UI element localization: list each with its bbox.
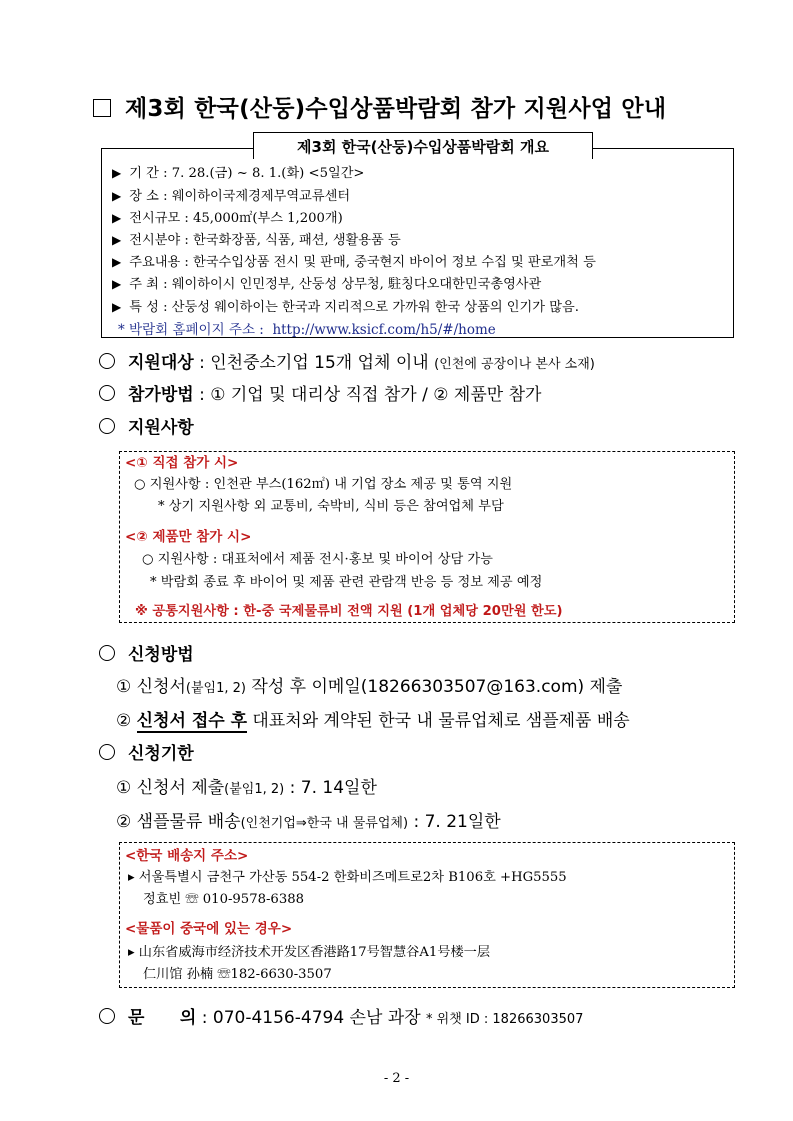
overview-line-field: ▶ 전시분야 : 한국화장품, 식품, 패션, 생활용품 등 bbox=[112, 233, 401, 248]
homepage-link[interactable]: http://www.ksicf.com/h5/#/home bbox=[272, 322, 496, 338]
address-china-title: <물품이 중국에 있는 경우> bbox=[125, 921, 293, 937]
support-direct-line: ○ 지원사항 : 인천관 부스(162㎡) 내 기업 장소 제공 및 통역 지원 bbox=[134, 477, 513, 492]
deadline-1: ① 신청서 제출(붙임1, 2) : 7. 14일한 bbox=[116, 778, 377, 798]
section-target: 지원대상 : 인천중소기업 15개 업체 이내 (인천에 공장이나 본사 소재) bbox=[99, 348, 595, 373]
overview-line-feature: ▶ 특 성 : 산둥성 웨이하이는 한국과 지리적으로 가까워 한국 상품의 인기가 많음. bbox=[112, 300, 579, 315]
triangle-bullet-icon: ▶ bbox=[112, 277, 122, 291]
address-korea-line1: ▸ 서울특별시 금천구 가산동 554-2 한화비즈메트로2차 B106호 +HG5555 bbox=[128, 870, 567, 885]
overview-line-scale: ▶ 전시규모 : 45,000㎡(부스 1,200개) bbox=[112, 211, 343, 226]
checkbox-square-icon bbox=[93, 99, 111, 117]
support-product-title: <② 제품만 참가 시> bbox=[125, 529, 252, 545]
overview-line-period: ▶ 기 간 : 7. 28.(금) ~ 8. 1.(화) <5일간> bbox=[112, 166, 365, 181]
support-common: ※ 공통지원사항 : 한-중 국제물류비 전액 지원 (1개 업체당 20만원 한도) bbox=[135, 604, 563, 619]
section-apply: 신청방법 bbox=[99, 640, 194, 665]
circle-bullet-icon bbox=[99, 418, 115, 434]
triangle-bullet-icon: ▶ bbox=[112, 166, 122, 180]
support-product-note: * 박람회 종료 후 바이어 및 제품 관련 관람객 반응 등 정보 제공 예정 bbox=[150, 575, 543, 590]
apply-step-2: ② 신청서 접수 후 대표처와 계약된 한국 내 물류업체로 샘플제품 배송 bbox=[116, 711, 630, 731]
support-direct-note: * 상기 지원사항 외 교통비, 숙박비, 식비 등은 참여업체 부담 bbox=[158, 499, 504, 514]
overview-line-host: ▶ 주 최 : 웨이하이시 인민정부, 산둥성 상무청, 駐칭다오대한민국총영사관 bbox=[112, 277, 542, 292]
overview-line-content: ▶ 주요내용 : 한국수입상품 전시 및 판매, 중국현지 바이어 정보 수집 및 판로개척 등 bbox=[112, 255, 596, 270]
triangle-bullet-icon: ▶ bbox=[112, 255, 122, 269]
triangle-bullet-icon: ▶ bbox=[112, 189, 122, 203]
overview-line-venue: ▶ 장 소 : 웨이하이국제경제무역교류센터 bbox=[112, 189, 351, 204]
circle-bullet-icon bbox=[99, 385, 115, 401]
section-deadline: 신청기한 bbox=[99, 739, 194, 764]
circle-bullet-icon bbox=[99, 645, 115, 661]
homepage-line: * 박람회 홈페이지 주소 : http://www.ksicf.com/h5/#/home bbox=[118, 322, 496, 338]
address-china-line2: 仁川馆 孙楠 ☏182-6630-3507 bbox=[143, 967, 332, 982]
circle-bullet-icon bbox=[99, 744, 115, 760]
address-korea-line2: 정효빈 ☏ 010-9578-6388 bbox=[143, 892, 304, 907]
triangle-bullet-icon: ▶ bbox=[112, 233, 122, 247]
page-number: - 2 - bbox=[383, 1071, 410, 1086]
section-method: 참가방법 : ① 기업 및 대리상 직접 참가 / ② 제품만 참가 bbox=[99, 380, 541, 405]
support-direct-title: <① 직접 참가 시> bbox=[125, 455, 239, 471]
apply-step-1: ① 신청서(붙임1, 2) 작성 후 이메일(18266303507@163.com) 제출 bbox=[116, 677, 623, 697]
overview-heading: 제3회 한국(산둥)수입상품박람회 개요 bbox=[253, 132, 593, 159]
circle-bullet-icon bbox=[99, 1008, 115, 1024]
address-korea-title: <한국 배송지 주소> bbox=[125, 848, 249, 864]
deadline-2: ② 샘플물류 배송(인천기업⇒한국 내 물류업체) : 7. 21일한 bbox=[116, 812, 501, 832]
section-support: 지원사항 bbox=[99, 413, 194, 438]
page-title: 제3회 한국(산둥)수입상품박람회 참가 지원사업 안내 bbox=[93, 90, 666, 123]
triangle-bullet-icon: ▶ bbox=[112, 211, 122, 225]
section-contact: 문 의 : 070-4156-4794 손남 과장 * 위챗 ID : 18266303507 bbox=[99, 1003, 583, 1028]
support-product-line: ○ 지원사항 : 대표처에서 제품 전시·홍보 및 바이어 상담 가능 bbox=[142, 552, 493, 567]
triangle-bullet-icon: ▶ bbox=[112, 300, 122, 314]
address-china-line1: ▸ 山东省威海市经济技术开发区香港路17号智慧谷A1号楼一层 bbox=[128, 945, 491, 960]
circle-bullet-icon bbox=[99, 353, 115, 369]
